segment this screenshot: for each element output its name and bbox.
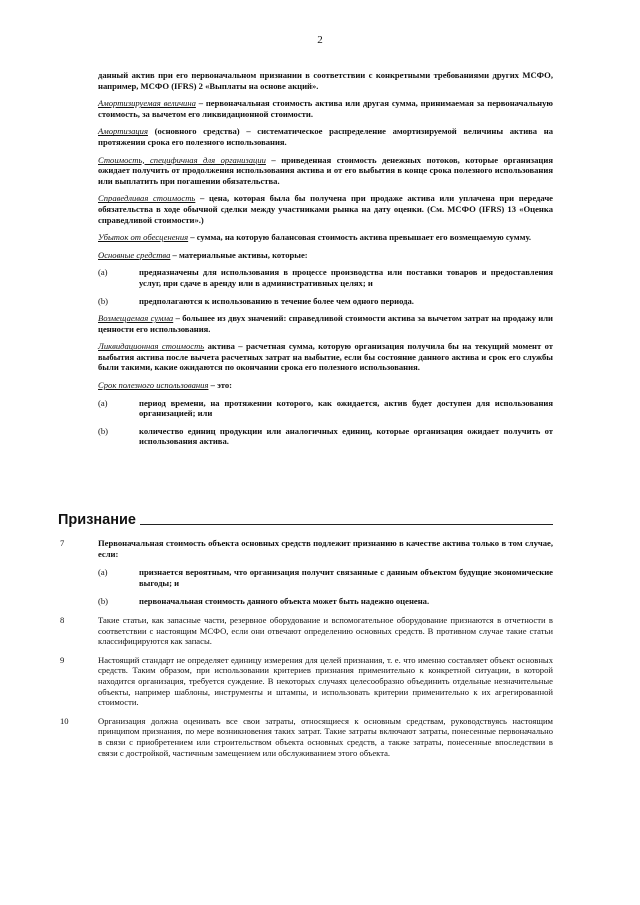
list-item-text: признается вероятным, что организация получит связанные с данным объектом будущие экономические выгоды; и: [139, 567, 553, 588]
paragraph-7: [60, 538, 553, 559]
definition-recoverable-amount: [98, 313, 553, 334]
page-number: 2: [317, 34, 323, 46]
list-item-label: (a): [98, 267, 108, 278]
definition-depreciable-amount: [98, 98, 553, 119]
definition-fair-value: [98, 193, 553, 225]
list-item-text: первоначальная стоимость данного объекта может быть надежно оценена.: [139, 596, 430, 607]
paragraph-number: 9: [60, 654, 65, 665]
definition-entity-specific-value: [98, 155, 553, 187]
definition-term: Справедливая стоимость: [98, 193, 196, 204]
numbered-paragraphs: [60, 538, 553, 766]
list-item: [98, 267, 553, 288]
definition-term: Стоимость, специфичная для организации: [98, 154, 266, 165]
list-item: [98, 567, 553, 588]
paragraph-text: Настоящий стандарт не определяет единицу измерения для целей признания, т. е. что именно составляет объект основных средств. Таким образом, при использовании критериев признания применительно к конкретной ситуации, в которой находится организация, требуется суждение. В некоторых случаях целесообразно объединить отдельные незначительные объекты, например шаблоны, инструменты и штампы, и использовать критерии применительно к их агрегированной стоимости.: [98, 654, 553, 708]
list-item: [98, 296, 553, 307]
definition-term: Убыток от обесценения: [98, 232, 189, 243]
list-item: [98, 398, 553, 419]
list-item-text: предназначены для использования в процессе производства или поставки товаров и предоставления услуг, при сдаче в аренду или в административных целях; и: [139, 267, 553, 288]
list-item-label: (a): [98, 567, 108, 578]
definitions-block: [98, 70, 553, 454]
definition-useful-life: [98, 380, 553, 391]
definition-text: – первоначальная стоимость актива или другая сумма, принимаемая за первоначальную стоимость, за вычетом его ликвидационной стоимости.: [98, 98, 553, 119]
section-heading: [58, 512, 553, 528]
definition-text: – цена, которая была бы получена при продаже актива или уплачена при передаче обязательства в ходе обычной сделки между участниками рынка на дату оценки. (См. МСФО (IFRS) 13 «Оценка справедливой стоимости».): [98, 193, 553, 225]
list-item: [98, 596, 553, 607]
list-item-label: (a): [98, 397, 108, 408]
list-item-label: (b): [98, 596, 109, 607]
definition-term: Возмещаемая сумма: [98, 313, 174, 324]
list-item-text: период времени, на протяжении которого, как ожидается, актив будет доступен для использования организацией; или: [139, 397, 553, 419]
definition-term: Амортизируемая величина: [98, 98, 196, 109]
definition-term: Основные средства: [98, 249, 171, 260]
paragraph-text: Первоначальная стоимость объекта основных средств подлежит признанию в качестве актива только в том случае, если:: [98, 538, 553, 559]
paragraph-number: 8: [60, 614, 65, 625]
definition-ppe: [98, 250, 553, 261]
definition-term: Амортизация: [98, 126, 148, 137]
list-item-label: (b): [98, 295, 109, 306]
list-item: [98, 426, 553, 447]
definition-text: актива – расчетная сумма, которую организация получила бы на текущий момент от выбытия актива после вычета расчетных затрат на выбытие, если бы состояние данного актива и срок его службы были такими, какие ожидаются по окончании срока его полезного использования.: [98, 341, 554, 373]
list-item-text: предполагаются к использованию в течение более чем одного периода.: [139, 295, 414, 306]
paragraph-text: Организация должна оценивать все свои затраты, относящиеся к основным средствам, руководствуясь настоящим принципом признания, по мере возникновения таких затрат. Такие затраты включают затраты, понесенные первоначально в связи с приобретением или строительством объекта основных средств, а также затраты, понесенные впоследствии в связи с достройкой, частичным замещением или обслуживанием этого объекта.: [98, 715, 553, 758]
paragraph-number: 10: [60, 715, 69, 726]
definition-impairment-loss: [98, 232, 553, 243]
definition-text: – это:: [208, 380, 233, 391]
definition-text: (основного средства) – систематическое распределение амортизируемой величины актива на протяжении срока его полезного использования.: [98, 126, 553, 147]
paragraph-number: 7: [60, 538, 65, 548]
list-item-text: количество единиц продукции или аналогичных единиц, которые организация ожидает получить от использования актива.: [139, 425, 553, 447]
paragraph-9: [60, 655, 553, 708]
intro-paragraph: данный актив при его первоначальном признании в соответствии с конкретными требованиями других МСФО, например, МСФО (IFRS) 2 «Выплаты на основе акций».: [98, 70, 553, 91]
definition-text: – материальные активы, которые:: [170, 249, 308, 260]
definition-term: Ликвидационная стоимость: [98, 341, 205, 352]
paragraph-8: [60, 615, 553, 647]
definition-residual-value: [98, 341, 553, 373]
definition-text: – сумма, на которую балансовая стоимость актива превышает его возмещаемую сумму.: [188, 232, 532, 243]
paragraph-10: [60, 716, 553, 758]
definition-term: Срок полезного использования: [98, 380, 209, 391]
definition-depreciation: [98, 126, 553, 147]
definition-text: – приведенная стоимость денежных потоков, которые организация ожидает получить от продолжения использования актива и от его выбытия в конце срока полезного использования или выплатить при погашении обязательства.: [98, 154, 553, 186]
section-heading-title: Признание: [58, 512, 136, 528]
paragraph-text: Такие статьи, как запасные части, резервное оборудование и вспомогательное оборудование признаются в отчетности в соответствии с настоящим МСФО, если они отвечают определению основных средств. В противном случае такие статьи классифицируются как запасы.: [98, 614, 553, 647]
list-item-label: (b): [98, 425, 109, 436]
heading-rule: [140, 524, 553, 525]
definition-text: – большее из двух значений: справедливой стоимости актива за вычетом затрат на продажу или ценности его использования.: [98, 313, 553, 334]
